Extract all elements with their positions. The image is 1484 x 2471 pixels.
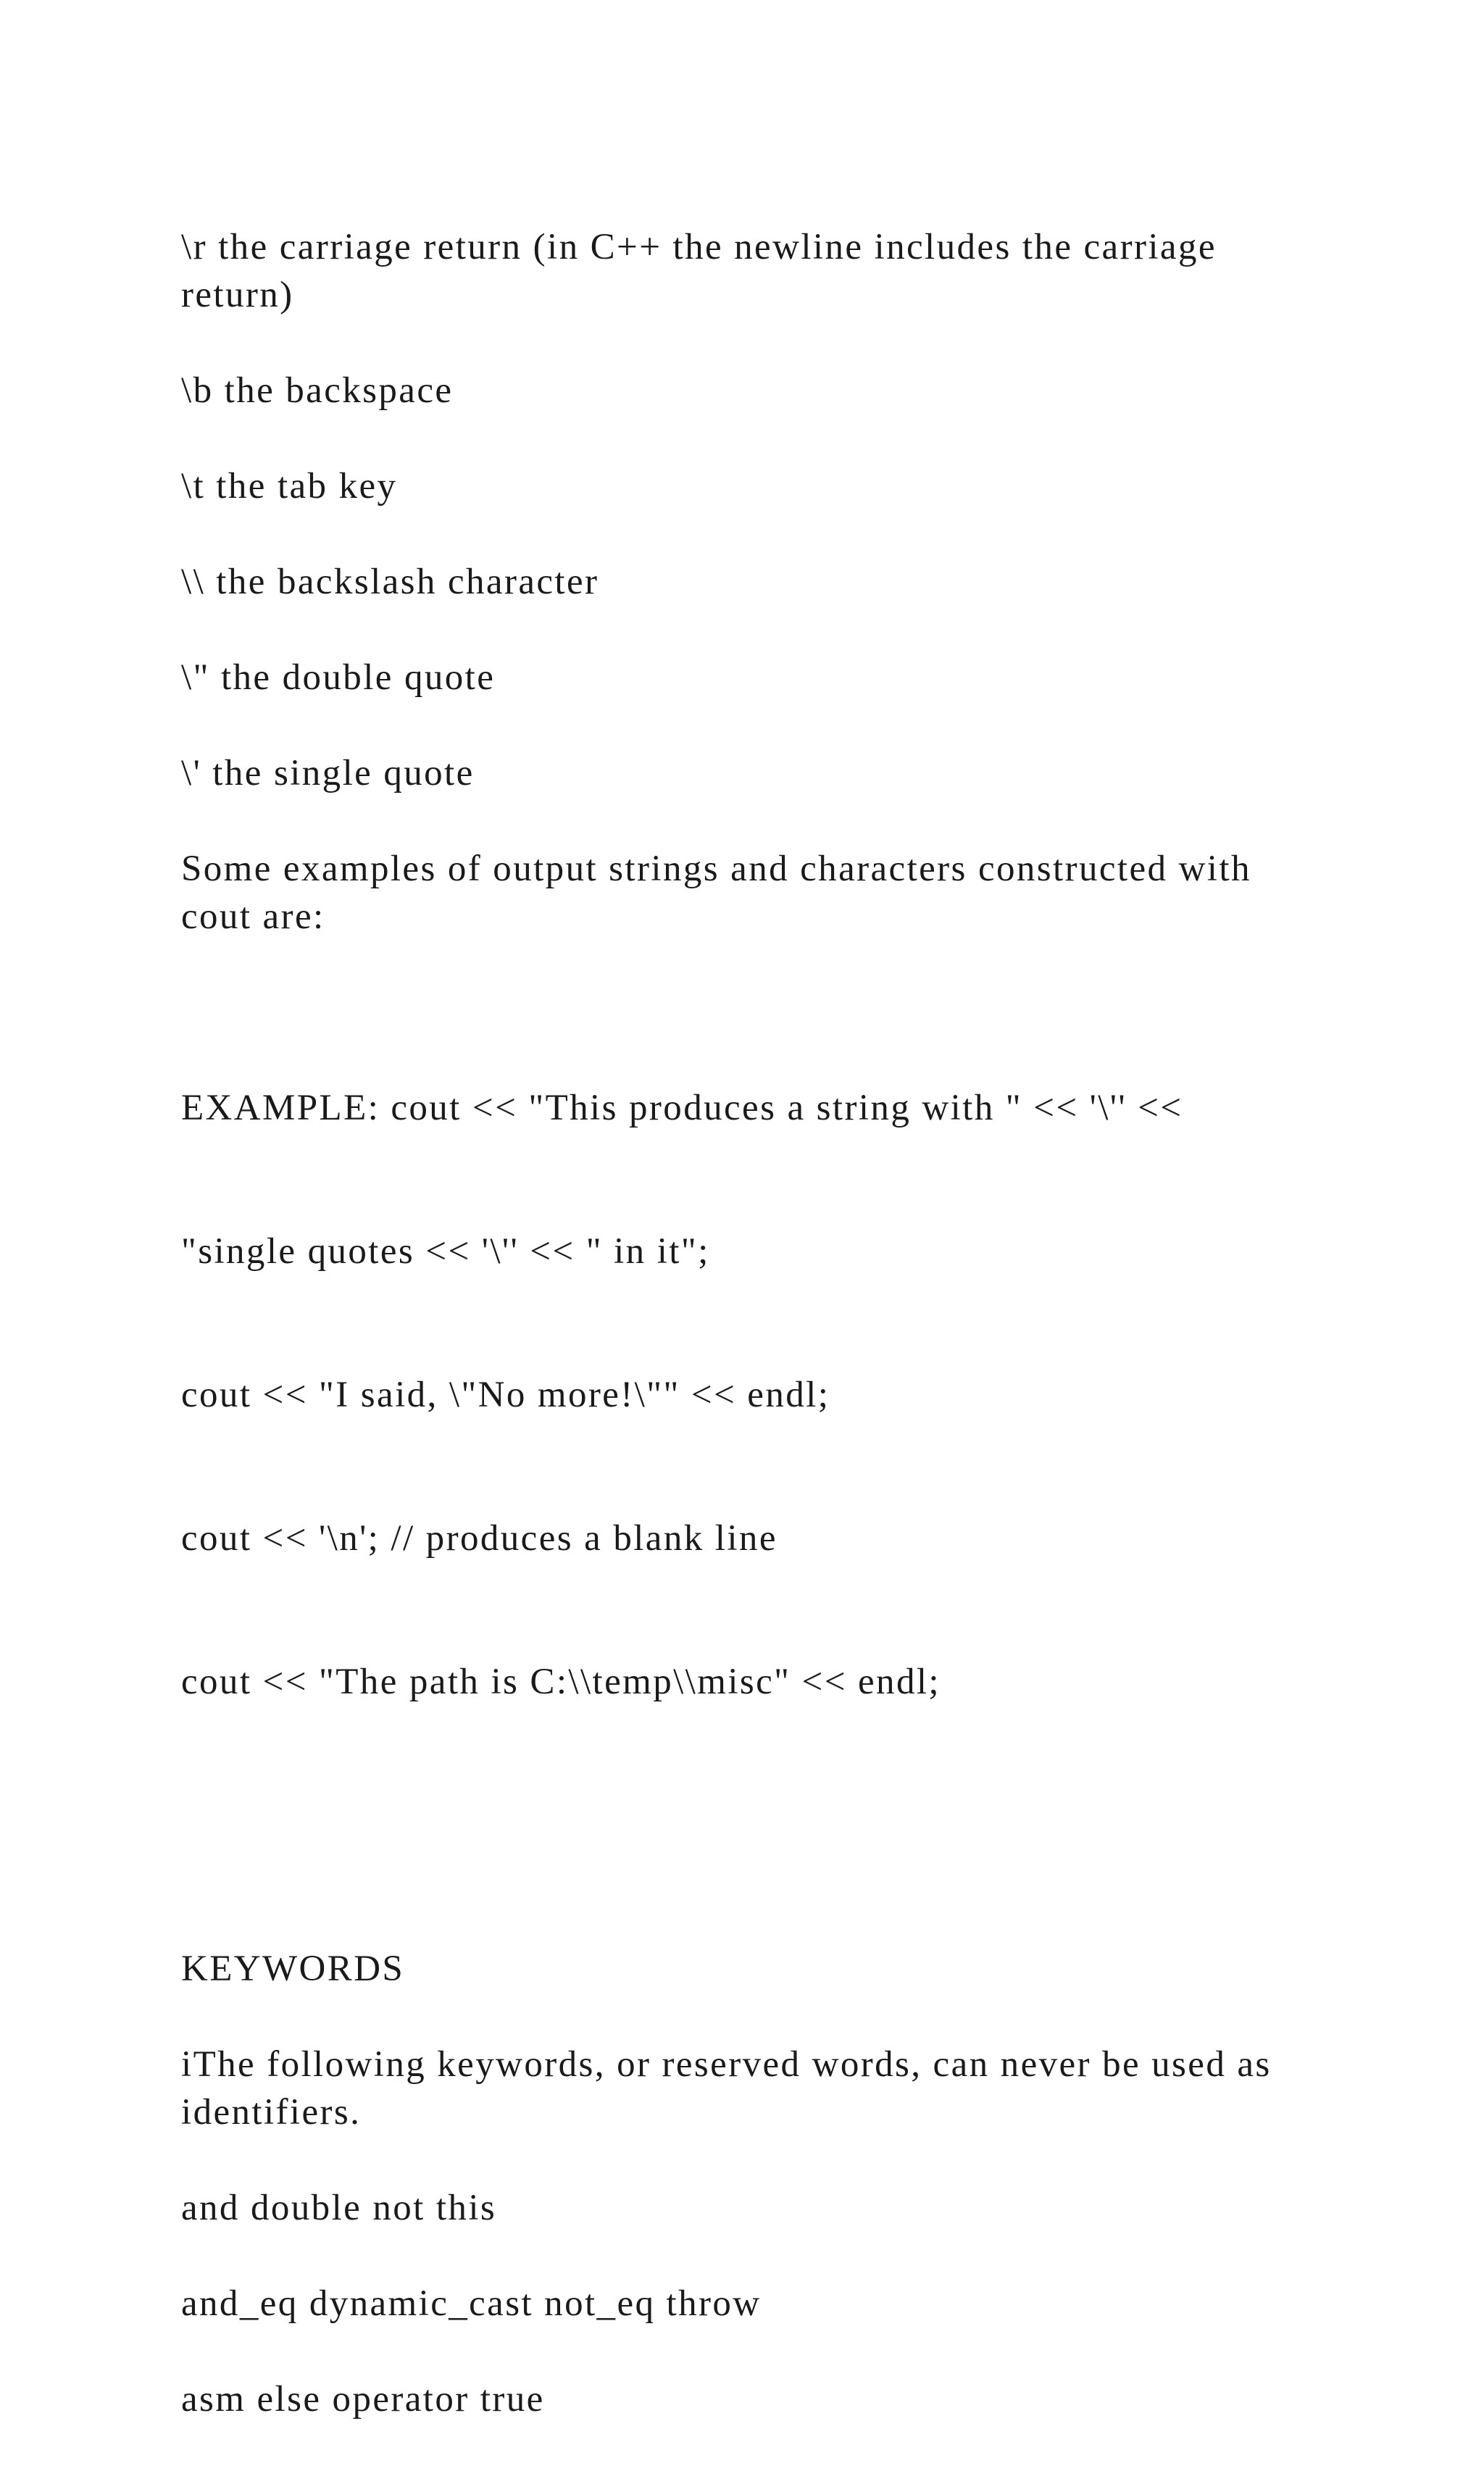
keywords-heading: KEYWORDS <box>181 1949 405 1989</box>
code-line: cout << "The path is C:\\temp\\misc" << endl; <box>181 1662 941 1702</box>
keyword-row: and double not this <box>181 2188 497 2228</box>
section-spacer <box>181 1849 1312 1945</box>
escape-double-quote: \" the double quote <box>181 657 496 698</box>
code-line: cout << "I said, \"No more!\"" << endl; <box>181 1375 830 1415</box>
code-line: EXAMPLE: cout << "This produces a string with " << '\'' << <box>181 1088 1183 1128</box>
keywords-intro: iThe following keywords, or reserved words, can never be used as identifiers. <box>181 2044 1283 2133</box>
code-line: "single quotes << '\'' << " in it"; <box>181 1231 710 1272</box>
examples-intro: Some examples of output strings and characters constructed with cout are: <box>181 849 1263 937</box>
escape-backslash: \\ the backslash character <box>181 562 599 602</box>
code-example-block <box>181 988 1312 1801</box>
keyword-row: asm else operator true <box>181 2379 545 2420</box>
escape-tab: \t the tab key <box>181 466 398 507</box>
escape-single-quote: \' the single quote <box>181 753 475 793</box>
document-body <box>181 223 1312 2471</box>
code-line: cout << '\n'; // produces a blank line <box>181 1518 778 1559</box>
escape-backspace: \b the backspace <box>181 370 454 411</box>
escape-carriage-return: \r the carriage return (in C++ the newline includes the carriage return) <box>181 227 1228 315</box>
keyword-row: and_eq dynamic_cast not_eq throw <box>181 2283 762 2324</box>
